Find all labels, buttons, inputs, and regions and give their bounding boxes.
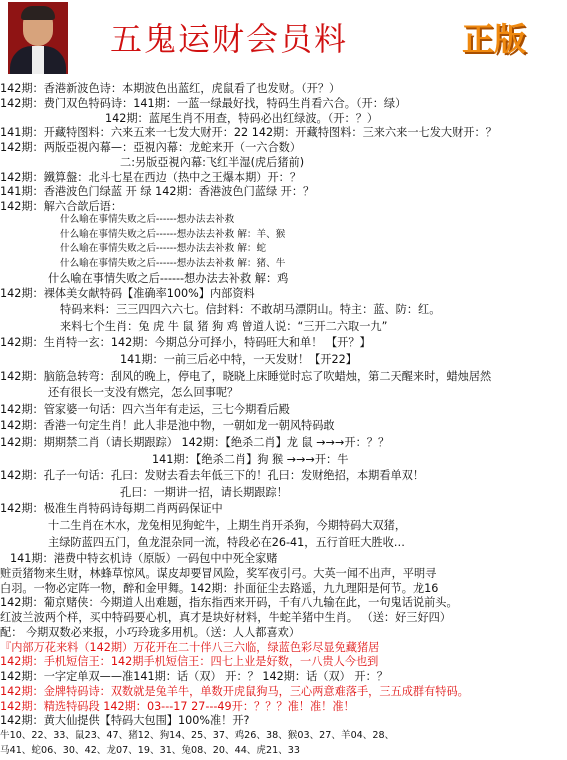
info-line: 还有很长一支没有燃完，怎么回事呢？ (48, 386, 239, 399)
info-line: 142期：鐵算盤：北斗七星在西边（热中之王爆本期）开：？ (0, 171, 302, 184)
photo-shirt (32, 46, 44, 74)
info-line: 马41、蛇06、30、42、龙07、19、31、兔08、20、44、虎21、33 (0, 745, 300, 756)
info-line: 什么喻在事情失败之后------想办法去补救 解：蛇 (60, 243, 267, 254)
info-line: 赃贡猪物来生财，林蜂草惊风。谋皮却要冒风险，奖军夜引弓。大英一闻不出声，平明寻 (0, 567, 437, 580)
info-line: 142期：手机短信王：142期手机短信王：四七上业是好数，一八贵人今也到 (0, 655, 379, 668)
info-line: 什么喻在事情失败之后------想办法去补救 (60, 214, 235, 225)
info-line: 141期：港费中特玄机诗（原版）一码包中中死全家赌 (10, 552, 278, 565)
photo-hair (21, 6, 55, 20)
info-line: 配： 今期双数必来报，小巧玲珑多用机。（送：人人都喜欢） (0, 626, 301, 639)
info-line: 142期：孔子一句话：孔曰：发财去看去年低三下的！孔曰：发财绝招，本期看单双！ (0, 469, 425, 482)
info-line: 特码来料：三三四四六六七。信封料：不敢胡马漂阴山。特主：蓝、防：红。 (60, 303, 441, 316)
info-line: 142期：两版亞視內幕—：亞視內幕：龙蛇来开（一六合数） (0, 141, 302, 154)
info-line: 142期：葡京赌侠：今期道人出难题，指东指西来开码，千有八九输在此，一句鬼话说前头。 (0, 596, 458, 609)
info-line: 来料七个生肖：兔 虎 牛 鼠 猪 狗 鸡 曾道人说：“三开二六取一九” (60, 320, 388, 333)
info-line: 142期：香港一句定生肖！此人非是池中物，一朝如龙一朝风特码敢 (0, 419, 335, 432)
info-line: 142期：一字定单双——准141期：话（双） 开：？ 142期：话（双） 开：？ (0, 670, 388, 683)
info-line: 142期：裸体美女献特码【准确率100%】内部资料 (0, 287, 255, 300)
info-line: 142期：管家婆一句话：四六当年有走运，三七今期看后殿 (0, 403, 290, 416)
info-line: 142期：香港新波色诗：本期波色出蓝红，虎鼠看了也发财。（开？） (0, 82, 341, 95)
genuine-badge: 正版 (462, 20, 527, 58)
page-title: 五鬼运财会员料 (110, 20, 349, 58)
info-line: 『内部万花来料（142期）万花开在二十伴八三六临，绿蓝色彩尽显免藏猪居 (0, 641, 380, 654)
info-line: 142期：极准生肖特码诗每期二肖两码保证中 (0, 502, 223, 515)
info-line: 十二生肖在木水，龙兔相见狗蛇牛，上期生肖开杀狗，今期特码大双猪， (48, 519, 407, 532)
info-line: 什么喻在事情失败之后------想办法去补救 解：羊、猴 (60, 229, 286, 240)
info-line: 142期：精选特码段 142期：03---17 27---49开：？？？准！准！准！ (0, 700, 355, 713)
info-line: 142期：期期禁二肖（请长期跟踪） 142期：【绝杀二肖】龙 鼠 →→→开：？？ (0, 436, 390, 449)
info-line: 孔曰：一期讲一招，请长期跟踪！ (120, 486, 288, 499)
info-line: 141期：【绝杀二肖】狗 猴 →→→开：牛 (152, 453, 349, 466)
info-line: 142期：生肖特一玄：142期：今期总分可择小，特码旺大和单！ 【开？】 (0, 336, 371, 349)
info-line: 牛10、22、33、鼠23、47、猪12、狗14、25、37、鸡26、38、猴03、27、羊04、28、 (0, 730, 395, 741)
info-line: 白羽。一物必定阵一物，醉和金甲舞。142期：扑面征尘去路遥，九九理阳是何节。龙16 (0, 582, 439, 595)
info-line: 142期：蓝尾生肖不用查，特码必出红绿波。（开：？） (105, 112, 379, 125)
info-line: 141期：一前三后必中特，一天发财！【开22】 (120, 353, 357, 366)
info-line: 主绿防蓝四五门，鱼龙混杂同一流，特段必在26-41，五行首旺大胜收… (48, 536, 405, 549)
info-line: 141期：开藏特图料：六来五来一七发大财开：22 142期：开藏特图料：三来六来一七发大财开：？ (0, 126, 497, 139)
info-line: 什么喻在事情失败之后------想办法去补救 解：猪、牛 (60, 258, 286, 269)
info-line: 二:另版亞視內幕:飞红半湿(虎后猪前) (120, 156, 305, 169)
info-line: 141期：香港波色门绿蓝 开 绿 142期：香港波色门蓝绿 开：？ (0, 185, 315, 198)
info-line: 142期：黄大仙提供【特码大包围】100%准！开? (0, 714, 250, 727)
info-line: 142期：脑筋急转弯：刮风的晚上，停电了，晓晓上床睡觉时忘了吹蜡烛，第二天醒来时，蜡烛居然 (0, 370, 492, 383)
info-line: 142期：费门双色特码诗：141期：一蓝一绿最好找，特码生肖看六合。（开：绿） (0, 97, 407, 110)
header-banner (0, 0, 567, 80)
info-line: 什么喻在事情失败之后------想办法去补救 解：鸡 (48, 272, 289, 285)
info-line: 142期：解六合歆后语： (0, 200, 123, 213)
info-line: 红波兰波两个样，买中特码要心机，真才是块好材料，牛蛇羊猪中生肖。 （送：好三好四） (0, 611, 452, 624)
presenter-photo (8, 2, 68, 74)
info-line: 142期：金牌特码诗：双数就是兔羊牛，单数开虎鼠狗马，三心两意难落手，三五成群有特码。 (0, 685, 469, 698)
